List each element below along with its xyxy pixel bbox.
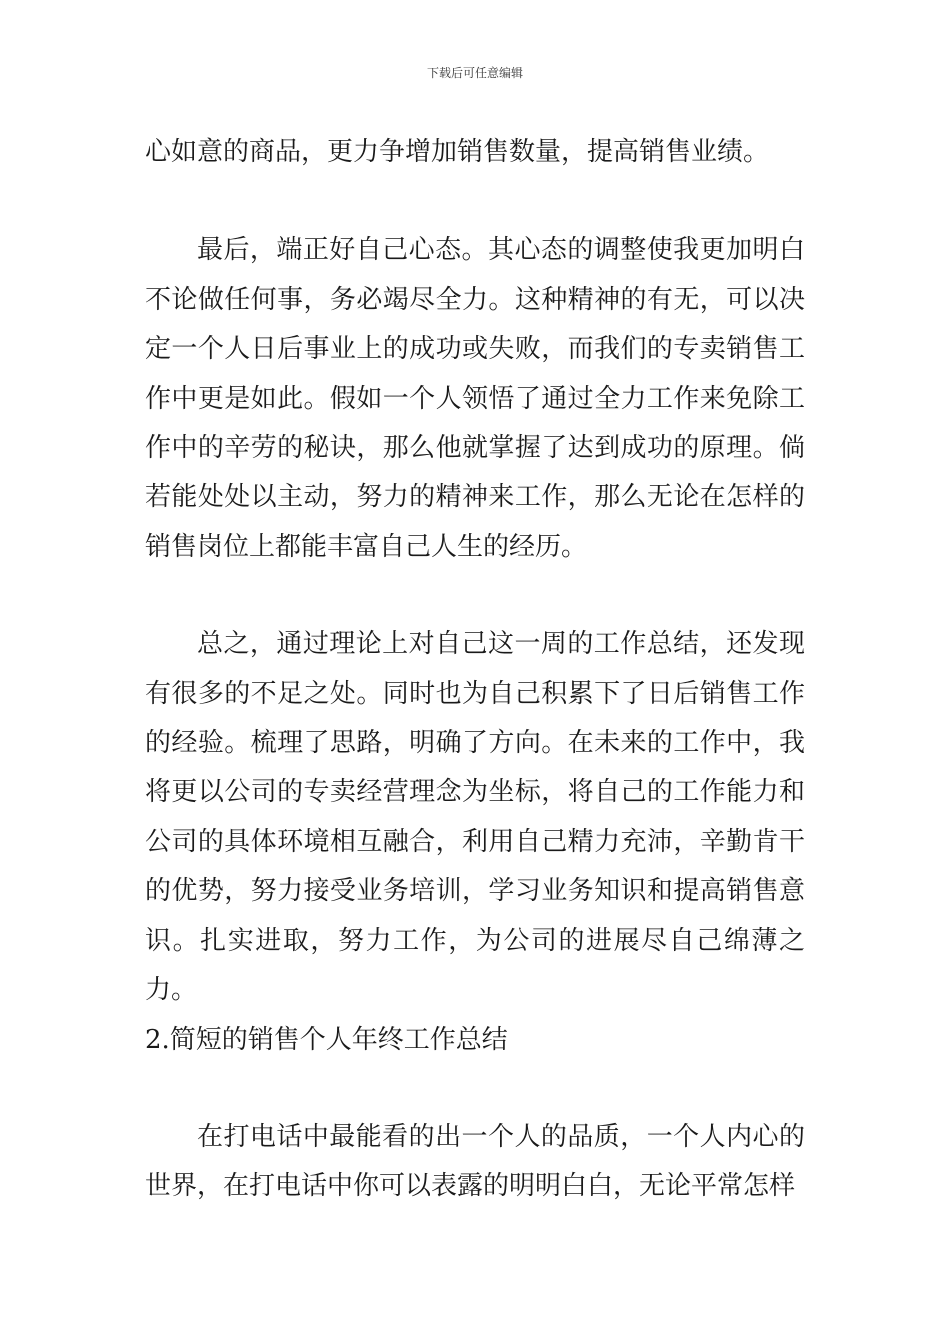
paragraph-phone: 在打电话中最能看的出一个人的品质，一个人内心的世界，在打电话中你可以表露的明明白白，无论平常怎样 xyxy=(145,1121,805,1202)
paragraph-continuation: 心如意的商品，更力争增加销售数量，提高销售业绩。 xyxy=(145,137,770,167)
section-heading: 2.简短的销售个人年终工作总结 xyxy=(145,1024,508,1055)
paragraph-attitude: 最后，端正好自己心态。其心态的调整使我更加明白不论做任何事，务必竭尽全力。这种精神的有无，可以决定一个人日后事业上的成功或失败，而我们的专卖销售工作中更是如此。假如一个人领悟了通过全力工作来免除工作中的辛劳的秘诀，那么他就掌握了达到成功的原理。倘若能处处以主动，努力的精神来工作，那么无论在怎样的销售岗位上都能丰富自己人生的经历。 xyxy=(145,235,805,562)
page-header-note: 下载后可任意编辑 xyxy=(426,66,523,80)
document-body xyxy=(145,128,805,1212)
paragraph-summary: 总之，通过理论上对自己这一周的工作总结，还发现有很多的不足之处。同时也为自己积累下了日后销售工作的经验。梳理了思路，明确了方向。在未来的工作中，我将更以公司的专卖经营理念为坐标，将自己的工作能力和公司的具体环境相互融合，利用自己精力充沛，辛勤肯干的优势，努力接受业务培训，学习业务知识和提高销售意识。扎实进取，努力工作，为公司的进展尽自己绵薄之力。 xyxy=(145,629,805,1006)
